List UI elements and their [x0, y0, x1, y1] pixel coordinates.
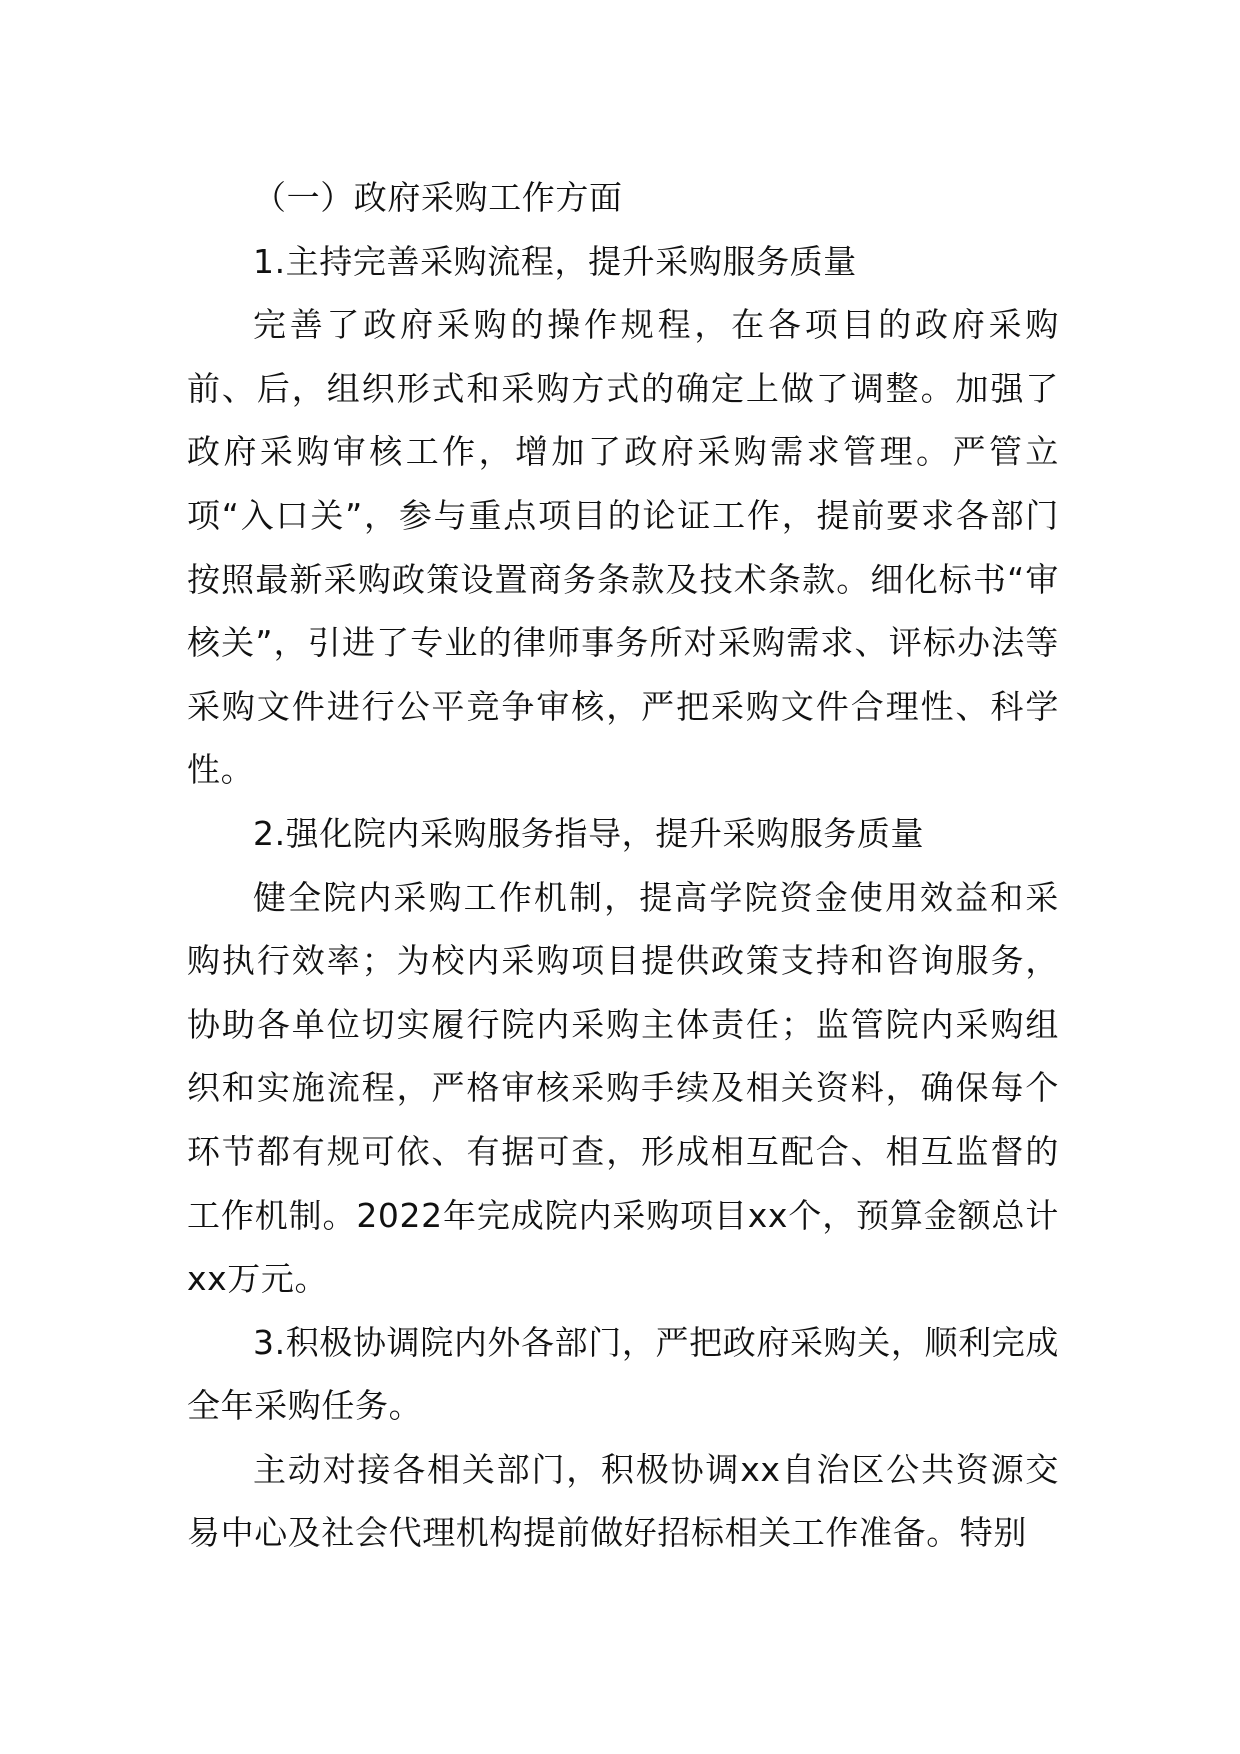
item-3-heading: 3.积极协调院内外各部门，严把政府采购关，顺利完成全年采购任务。	[187, 1322, 1059, 1426]
document-body	[187, 166, 1059, 1565]
item-3-body: 主动对接各相关部门，积极协调xx自治区公共资源交易中心及社会代理机构提前做好招标相关工作准备。特别	[187, 1449, 1059, 1553]
item-1-body: 完善了政府采购的操作规程，在各项目的政府采购前、后，组织形式和采购方式的确定上做了调整。加强了政府采购审核工作，增加了政府采购需求管理。严管立项“入口关”，参与重点项目的论证工作，提前要求各部门按照最新采购政策设置商务条款及技术条款。细化标书“审核关”，引进了专业的律师事务所对采购需求、评标办法等采购文件进行公平竞争审核，严把采购文件合理性、科学性。	[187, 305, 1059, 790]
item-2-heading: 2.强化院内采购服务指导，提升采购服务质量	[253, 813, 925, 853]
item-2-body: 健全院内采购工作机制，提高学院资金使用效益和采购执行效率；为校内采购项目提供政策支持和咨询服务，协助各单位切实履行院内采购主体责任；监管院内采购组织和实施流程，严格审核采购手续及相关资料，确保每个环节都有规可依、有据可查，形成相互配合、相互监督的工作机制。2022年完成院内采购项目xx个，预算金额总计xx万元。	[187, 877, 1059, 1299]
section-title: （一）政府采购工作方面	[253, 178, 623, 217]
item-1-heading: 1.主持完善采购流程，提升采购服务质量	[253, 241, 857, 281]
